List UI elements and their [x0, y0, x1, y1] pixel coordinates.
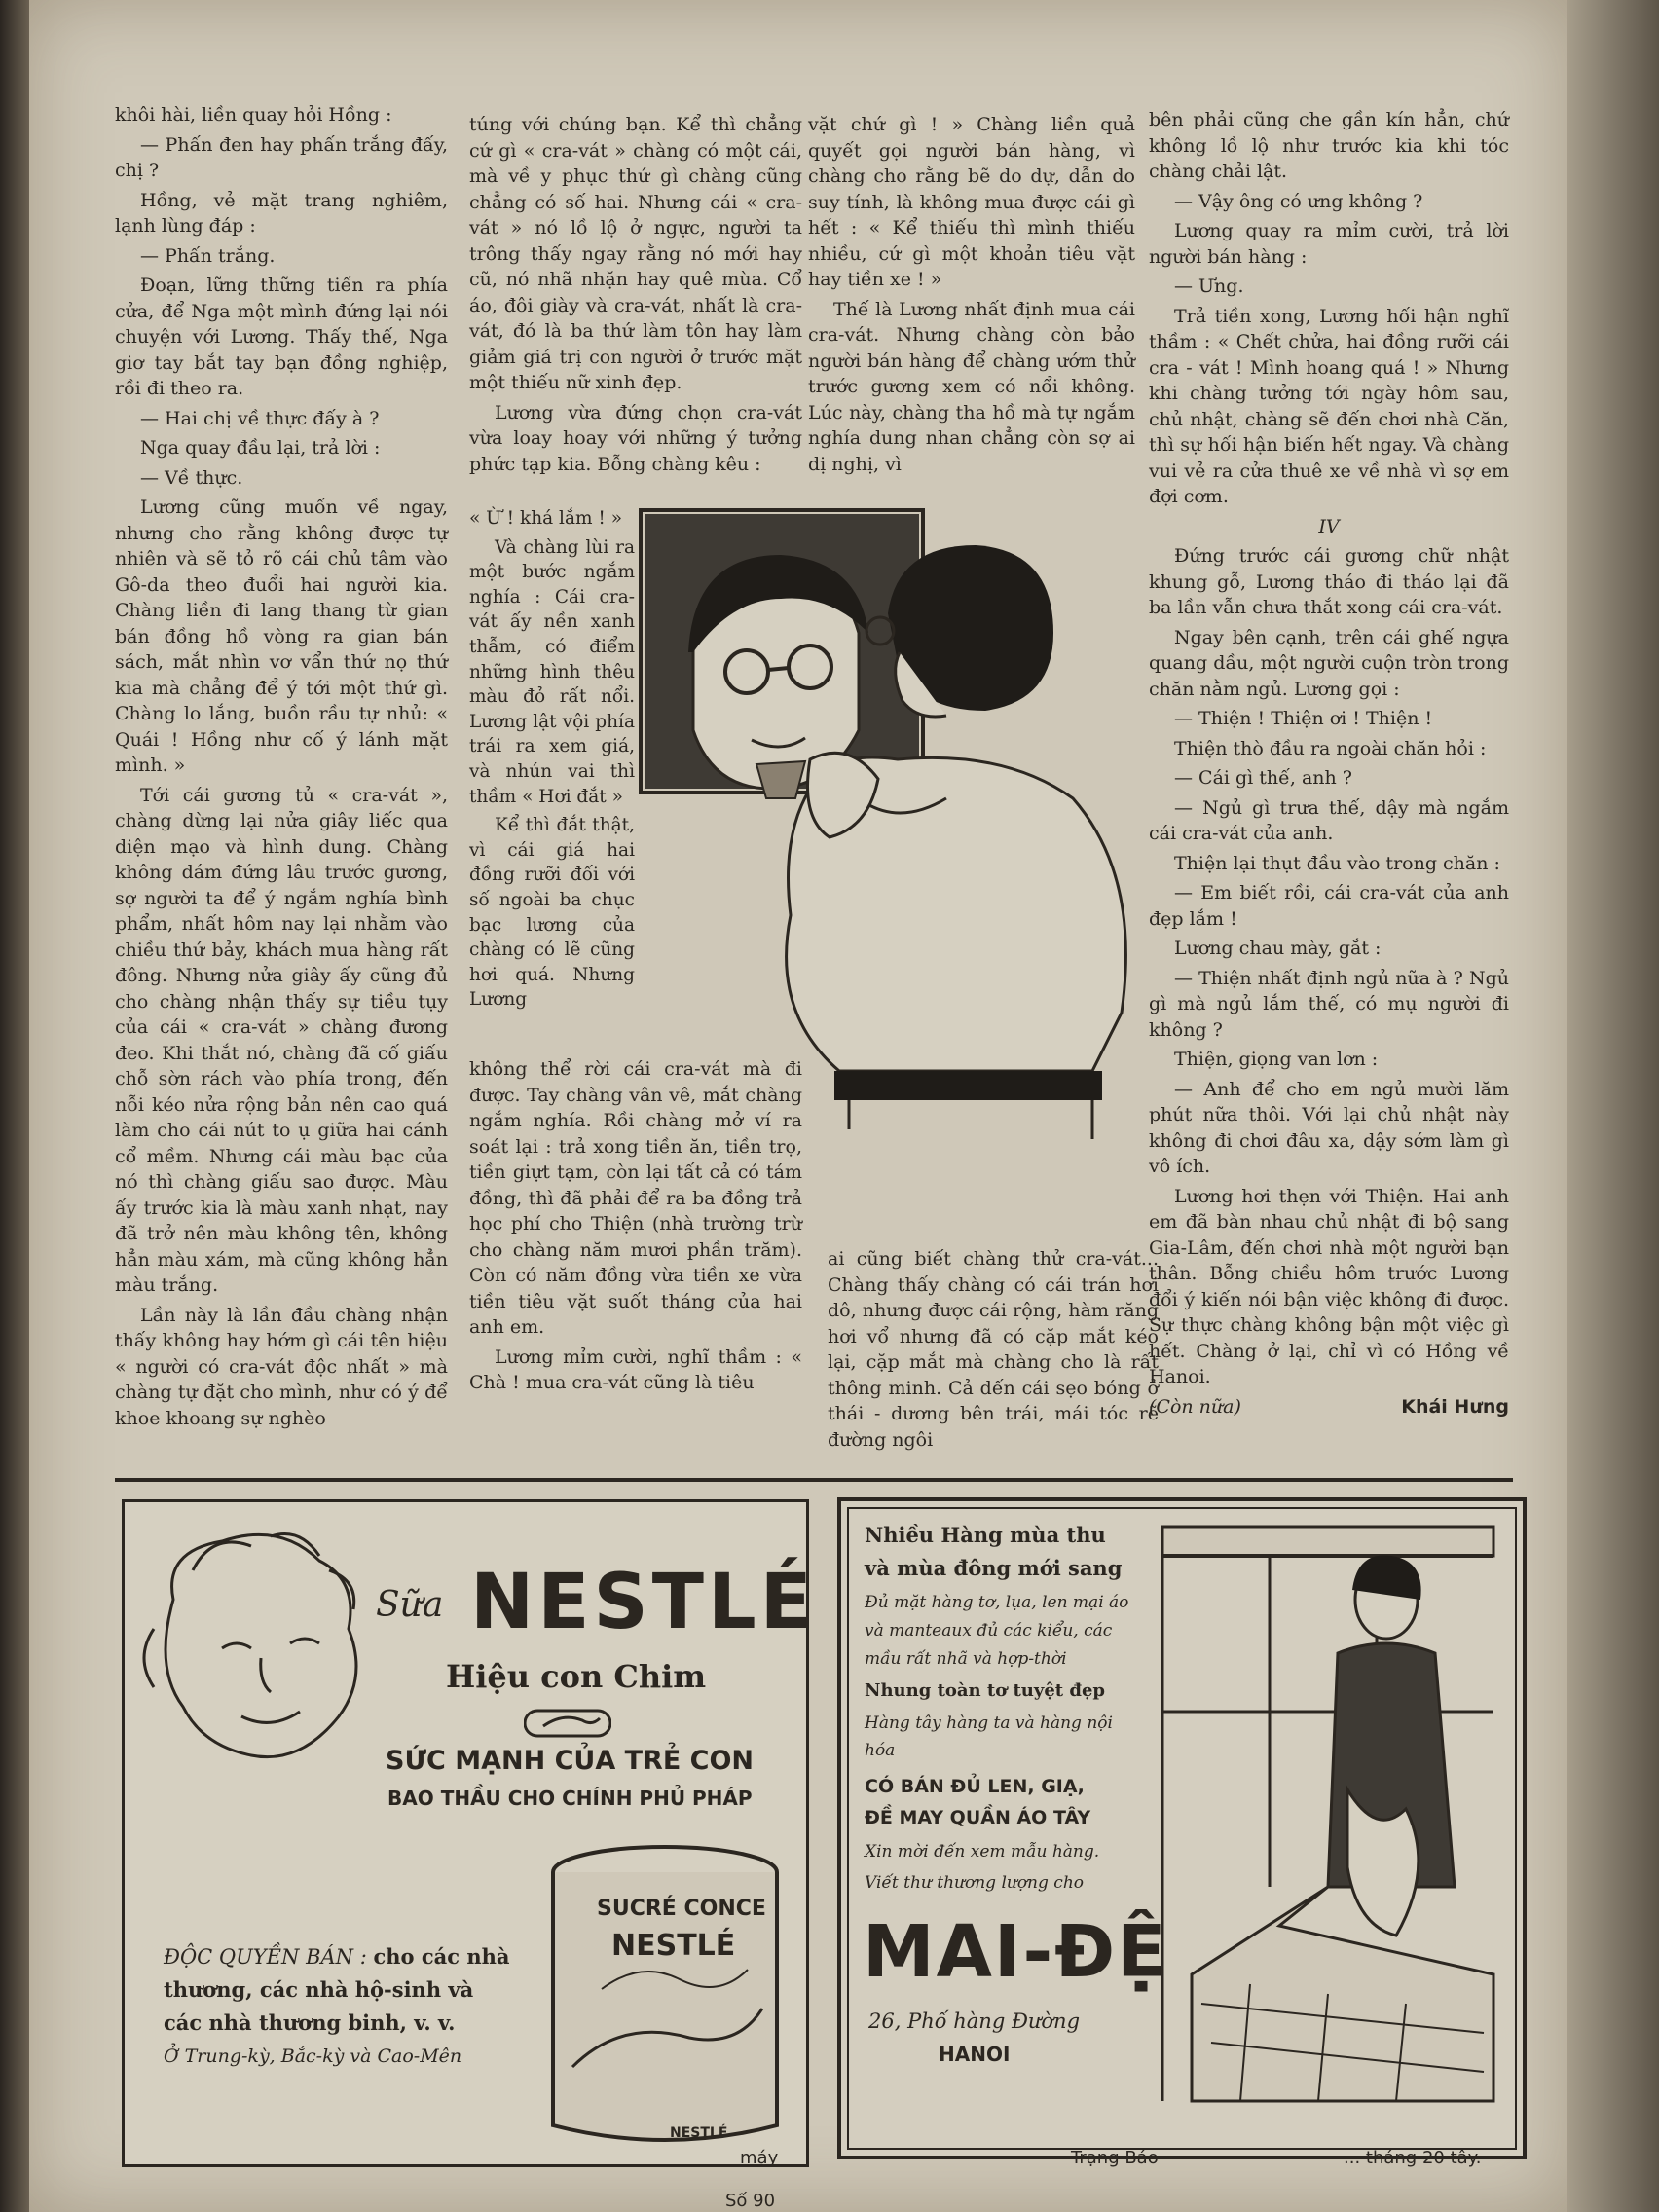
story-paragraph: Thiện thò đầu ra ngoài chăn hỏi :	[1174, 737, 1487, 759]
child-portrait-drawing	[134, 1512, 387, 1804]
story-paragraph: Trả tiền xong, Lương hối hận nghĩ thầm : « Chết chửa, hai đồng rưỡi cái cra - vát ! Mình hoang quá ! » Nhưng khi chàng tưởng tới ngày hôm sau, chủ nhật, chàng sẽ đến chơi nhà Căn, thì sự hối hận biến hết ngay. Và chàng vui vẻ ra cửa thuê xe về nhà vì sợ em đợi cơm.	[1149, 305, 1509, 507]
ad-maide-line3: Đủ mặt hàng tơ, lụa, len mại áo và manteaux đủ các kiểu, các mầu rất nhã và hợp-thời	[865, 1593, 1129, 1669]
story-paragraph: — Vậy ông có ưng không ?	[1174, 190, 1423, 212]
story-paragraph: Thiện, giọng van lơn :	[1174, 1049, 1379, 1070]
story-signature	[1149, 1394, 1509, 1420]
story-column-1	[115, 102, 448, 1435]
story-paragraph: — Em biết rồi, cái cra-vát của anh đẹp lắm !	[1149, 882, 1509, 930]
story-paragraph: — Anh để cho em ngủ mười lăm phút nữa thôi. Với lại chủ nhật này không đi chơi đâu xa, dậy sớm làm gì vô ích.	[1149, 1078, 1509, 1177]
woman-at-window-drawing	[1153, 1517, 1503, 2130]
story-paragraph: ai cũng biết chàng thử cra-vát... Chàng thấy chàng có cái trán hơi dô, nhưng được cái rộng, hàm răng hơi vổ nhưng đã có cặp mắt kéo lại, cặp mắt mà chàng cho là rất thông minh. Cả đến cái sẹo bóng ở thái - dương bên trái, mái tóc rẽ đường ngôi	[828, 1248, 1159, 1451]
story-paragraph: Đứng trước cái gương chữ nhật khung gỗ, Lương tháo đi tháo lại đã ba lần vẫn chưa thắt xong cái cra-vát.	[1149, 545, 1509, 618]
ad-maide-line8: Xin mời đến xem mẫu hàng.	[865, 1842, 1100, 1862]
ad-nestle-slogan: SỨC MẠNH CỦA TRẺ CON	[386, 1746, 755, 1776]
story-paragraph: Thế là Lương nhất định mua cái cra-vát. Nhưng chàng còn bảo người bán hàng để chàng ướm thử trước gương xem có nổi không. Lúc này, chàng tha hồ mà tự ngắm nghía dung nhan chẳng còn sợ ai dị nghị, vì	[808, 298, 1135, 475]
milk-can-drawing	[543, 1843, 787, 2155]
continued-label: (Còn nữa)	[1149, 1395, 1241, 1418]
story-paragraph: Lương hơi thẹn với Thiện. Hai anh em đã bàn nhau chủ nhật đi bộ sang Gia-Lâm, đến chơi nhà một người bạn thân. Bỗng chiều hôm trước Lương đổi ý kiến nói bận việc không đi được. Sự thực chàng không bận một việc gì hết. Chàng ở lại, chỉ vì có Hồng về Hanoi.	[1149, 1185, 1509, 1387]
nestle-advertisement	[122, 1499, 816, 2167]
page-edge	[1567, 0, 1659, 2212]
can-label-bottom: NESTLÉ	[670, 2125, 728, 2141]
story-paragraph: Nga quay đầu lại, trả lời :	[140, 437, 381, 459]
story-paragraph: Đoạn, lững thững tiến ra phía cửa, để Nga một mình đứng lại nói chuyện với Lương. Thấy thế, Nga giơ tay bắt tay bạn đồng nghiệp, rồi đi theo ra.	[115, 275, 448, 399]
story-paragraph: Lần này là lần đầu chàng nhận thấy không hay hớm gì cái tên hiệu « người có cra-vát độc nhất » mà chàng tự đặt cho mình, như có ý để khoe khoang sự nghèo	[115, 1304, 448, 1429]
story-paragraph: Lương vừa đứng chọn cra-vát vừa loay hoay với những ý tưởng phức tạp kia. Bỗng chàng kêu :	[469, 401, 802, 475]
ad-maide-line1: Nhiều Hàng mùa thu	[865, 1523, 1106, 1547]
footer-right: ... tháng 20 tây.	[1344, 2148, 1482, 2168]
story-paragraph: Hồng, vẻ mặt trang nghiêm, lạnh lùng đáp :	[115, 189, 448, 237]
author-name: Khái Hưng	[1401, 1395, 1509, 1418]
story-column-2	[469, 112, 802, 481]
story-paragraph: — Về thực.	[140, 466, 243, 489]
story-paragraph: — Phấn đen hay phấn trắng đấy, chị ?	[115, 133, 448, 181]
story-paragraph: khôi hài, liền quay hỏi Hồng :	[115, 104, 392, 126]
story-paragraph: Kể thì đắt thật, vì cái giá hai đồng rưỡi đối với số ngoài ba chục bạc lương của chàng có lẽ cũng hơi quá. Nhưng Lương	[469, 815, 635, 1011]
can-label-brand: NESTLÉ	[611, 1929, 736, 1963]
story-paragraph: — Thiện ! Thiện ơi ! Thiện !	[1174, 708, 1433, 729]
ad-maide-address: 26, Phố hàng Đường	[868, 2009, 1081, 2033]
story-paragraph: Lương chau mày, gắt :	[1174, 938, 1382, 959]
story-column-3	[808, 112, 1135, 481]
story-paragraph: Lương cũng muốn về ngay, nhưng cho rằng không được tự nhiên và sẽ tỏ rõ cái chủ tâm vào Gô-da theo đuổi hai người kia. Chàng liền đi lang thang từ gian bán đồng hồ vòng ra gian bán sách, mắt nhìn vơ vẩn thứ nọ thứ kia mà chẳng để ý tới một thứ gì. Chàng lo lắng, buồn rầu tự nhủ: « Quái ! Hồng như cố ý lánh mặt mình. »	[115, 497, 448, 776]
story-paragraph: Và chàng lùi ra một bước ngắm nghía : Cái cra-vát ấy nền xanh thẫm, có điểm những hình thêu màu đỏ rất nổi. Lương lật vội phía trái ra xem giá, và nhún vai thì thầm « Hơi đắt »	[469, 536, 635, 807]
story-paragraph: IV	[1318, 515, 1340, 537]
ad-maide-brand: MAI-ĐỆ	[863, 1910, 1168, 1994]
ad-maide-line9: Viết thư thương lượng cho	[865, 1873, 1085, 1893]
ad-milk-label: Sữa	[376, 1585, 444, 1625]
ad-nestle-supplier: BAO THẦU CHO CHÍNH PHỦ PHÁP	[387, 1787, 753, 1810]
footer-center: Trạng Báo	[1071, 2148, 1159, 2168]
story-paragraph: — Ngủ gì trưa thế, dậy mà ngắm cái cra-vát của anh.	[1149, 796, 1509, 844]
story-paragraph: — Hai chị về thực đấy à ?	[140, 407, 380, 429]
story-column-2-narrow	[469, 506, 635, 1016]
story-paragraph: « Ừ ! khá lắm ! »	[469, 508, 623, 529]
mai-de-advertisement	[837, 1497, 1527, 2159]
story-paragraph: Lương quay ra mỉm cười, trả lời người bán hàng :	[1149, 220, 1509, 268]
ad-maide-line6: CÓ BÁN ĐỦ LEN, GIẠ,	[865, 1776, 1085, 1797]
ad-nestle-sub: Hiệu con Chim	[446, 1658, 707, 1695]
story-paragraph: túng với chúng bạn. Kể thì chẳng cứ gì « cra-vát » chàng có một cái, mà về y phục thứ gì chàng cũng chẳng có số hai. Nhưng cái « cra-vát » nó lồ lộ ở ngực, người ta trông thấy ngay rằng nó mới hay cũ, nó nhã nhặn hay quê mùa. Cổ áo, đôi giày và cra-vát, nhất là cra-vát, đó là ba thứ làm tôn hay làm giảm giá trị con người ở trước mặt một thiếu nữ xinh đẹp.	[469, 114, 802, 393]
story-column-4	[1149, 107, 1509, 1423]
book-spine	[0, 0, 29, 2212]
story-paragraph: Lương mỉm cười, nghĩ thầm : « Chà ! mua cra-vát cũng là tiêu	[469, 1346, 802, 1393]
ad-maide-line5: Hàng tây hàng ta và hàng nội hóa	[865, 1714, 1113, 1760]
story-column-3-bottom	[828, 1246, 1159, 1456]
footer-left: máy	[740, 2148, 779, 2168]
ad-nestle-brand: NESTLÉ	[470, 1559, 816, 1646]
story-paragraph: — Ưng.	[1174, 276, 1244, 297]
ad-maide-line7: ĐỀ MAY QUẦN ÁO TÂY	[865, 1807, 1091, 1828]
ad-nestle-regions: Ở Trung-kỳ, Bắc-kỳ và Cao-Mên	[164, 2046, 462, 2067]
ad-maide-line2: và mùa đông mới sang	[865, 1556, 1123, 1580]
can-label-top: SUCRÉ CONCE	[597, 1897, 766, 1921]
story-paragraph: — Cái gì thế, anh ?	[1174, 767, 1352, 789]
bird-logo-icon	[524, 1707, 611, 1740]
story-paragraph: — Phấn trắng.	[140, 244, 276, 267]
illustration-man-at-mirror	[635, 506, 1151, 1207]
story-paragraph: vặt chứ gì ! » Chàng liền quả quyết gọi người bán hàng, vì chàng cho rằng bẽ do dự, dẫn do suy tính, là không mua được cái gì hết : « Kể thiếu thì mình thiếu nhiều, cứ gì một khoản tiêu vặt hay tiền xe ! »	[808, 114, 1135, 290]
story-paragraph: Ngay bên cạnh, trên cái ghế ngựa quang dầu, một người cuộn tròn trong chăn nằm ngủ. Lương gọi :	[1149, 626, 1509, 700]
section-divider	[115, 1478, 1513, 1482]
story-paragraph: không thể rời cái cra-vát mà đi được. Tay chàng vân vê, mắt chàng ngắm nghía. Rồi chàng mở ví ra soát lại : trả xong tiền ăn, tiền trọ, tiền giựt tạm, còn lại tất cả có tám đồng, thì đã phải để ra ba đồng trả học phí cho Thiện (nhà trường trừ cho chàng năm mươi phần trăm). Còn có năm đồng vừa tiền xe vừa tiền tiêu vặt suốt tháng của hai anh em.	[469, 1058, 802, 1338]
story-paragraph: — Thiện nhất định ngủ nữa à ? Ngủ gì mà ngủ lắm thế, có mụ người đi không ?	[1149, 967, 1509, 1041]
ad-maide-line4: Nhung toàn tơ tuyệt đẹp	[865, 1680, 1106, 1701]
story-paragraph: Thiện lại thụt đầu vào trong chăn :	[1174, 852, 1500, 874]
story-paragraph: bên phải cũng che gần kín hẳn, chứ không lồ lộ như trước kia khi tóc chàng chải lật.	[1149, 109, 1509, 182]
ad-maide-city: HANOI	[939, 2043, 1011, 2066]
footer-issue: Số 90	[725, 2191, 776, 2211]
ad-nestle-exclusive: ĐỘC QUYỀN BÁN : cho các nhà thương, các nhà hộ-sinh và các nhà thương binh, v. v.	[164, 1944, 510, 2035]
story-paragraph: Tới cái gương tủ « cra-vát », chàng dừng lại nửa giây liếc qua diện mạo và hình dung. Chàng không dám đứng lâu trước gương, sợ người ta để ý ngắm nghía bình phẩm, nhất hôm nay lại nhằm vào chiều thứ bảy, khách mua hàng rất đông. Nhưng nửa giây ấy cũng đủ cho chàng nhận thấy sự tiều tụy của cái « cra-vát » chàng đương đeo. Khi thắt nó, chàng đã cố giấu chỗ sờn rách vào phía trong, đến nỗi kéo nửa rộng bản nên cao quá làm cho cái nút to ụ giữa hai cánh cổ mềm. Nhưng cái màu bạc của nó thì chàng giấu sao được. Màu ấy trước kia là màu xanh nhạt, nay đã trở nên màu không tên, không hẳn màu xám, mà cũng không hẳn màu trắng.	[115, 784, 448, 1296]
